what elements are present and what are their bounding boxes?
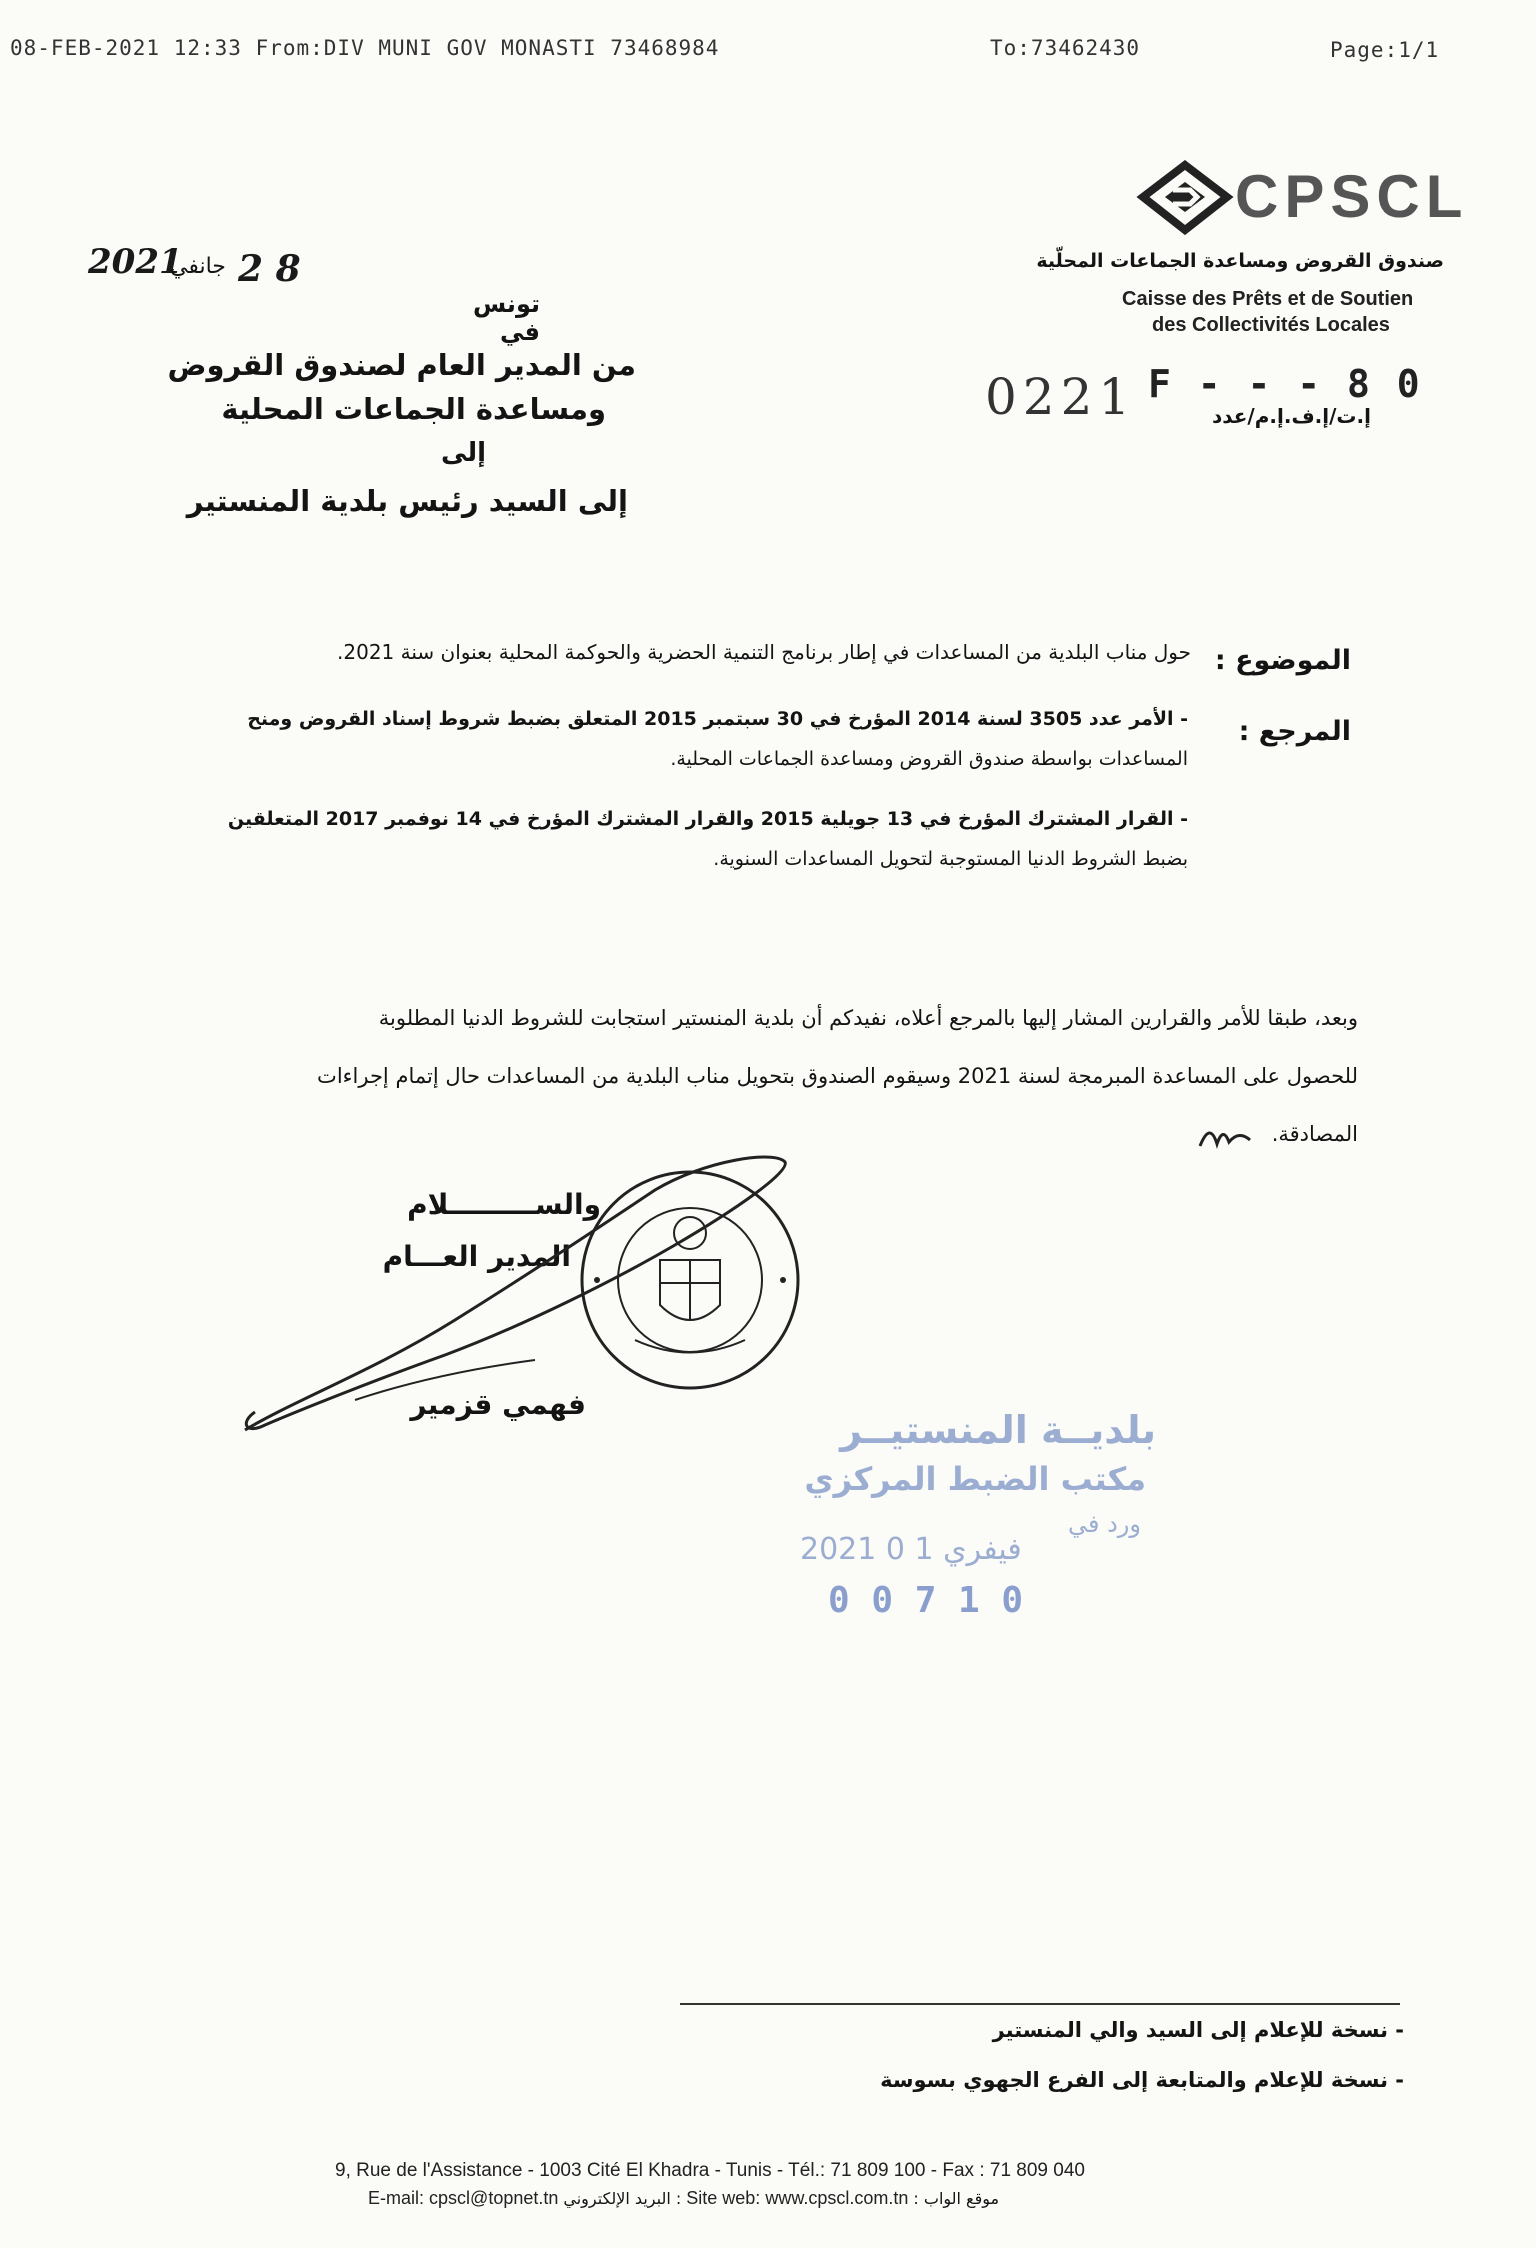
fax-header-left: 08-FEB-2021 12:33 From:DIV MUNI GOV MONASTI 73468984 — [10, 36, 720, 60]
letterhead-arabic-name: صندوق القروض ومساعدة الجماعات المحلّية — [1036, 250, 1444, 272]
reference-item-2-line-1: - القرار المشترك المؤرخ في 13 جويلية 2015 والقرار المشترك المؤرخ في 14 نوفمبر 2017 المتعلقين — [227, 808, 1188, 830]
signatory-name: فهمي قزمير — [410, 1388, 586, 1421]
letterhead-french-name-2: des Collectivités Locales — [1152, 314, 1390, 336]
received-stamp-arrived: ورد في — [1068, 1510, 1141, 1538]
cpscl-logo-text: CPSCL — [1235, 163, 1469, 230]
copy-line-1: - نسخة للإعلام إلى السيد والي المنستير — [992, 2018, 1404, 2042]
received-stamp-office: مكتب الضبط المركزي — [804, 1460, 1146, 1498]
fax-header-recipient: To:73462430 — [990, 36, 1141, 60]
to-word: إلى — [441, 438, 486, 468]
reference-item-1-line-1: - الأمر عدد 3505 لسنة 2014 المؤرخ في 30 سبتمبر 2015 المتعلق بضبط شروط إسناد القروض ومنح — [247, 708, 1188, 730]
subject-text: حول مناب البلدية من المساعدات في إطار برنامج التنمية الحضرية والحوكمة المحلية بعنوان سنة 2021. — [337, 640, 1191, 664]
footer-address: 9, Rue de l'Assistance - 1003 Cité El Khadra - Tunis - Tél.: 71 809 100 - Fax : 71 809 040 — [335, 2160, 1085, 2181]
closing-title: المدير العـــام — [382, 1240, 571, 1273]
closing-salutation: والســـــــــلام — [407, 1188, 601, 1221]
reference-label: المرجع : — [1238, 716, 1351, 747]
reference-item-2-line-2: بضبط الشروط الدنيا المستوجبة لتحويل المساعدات السنوية. — [713, 848, 1188, 870]
date-month: جانفي — [170, 254, 226, 279]
body-line-1: وبعد، طبقا للأمر والقرارين المشار إليها بالمرجع أعلاه، نفيدكم أن بلدية المنستير استجابت للشروط الدنيا المطلوبة — [378, 1006, 1358, 1030]
received-stamp-municipality: بلديــة المنستيــر — [840, 1408, 1156, 1452]
copy-line-2: - نسخة للإعلام والمتابعة إلى الفرع الجهوي بسوسة — [880, 2068, 1404, 2092]
footer-site[interactable]: www.cpscl.com.tn — [765, 2188, 909, 2208]
body-line-2: للحصول على المساعدة المبرمجة لسنة 2021 وسيقوم الصندوق بتحويل مناب البلدية من المساعدات حال إتمام إجراءات — [317, 1064, 1358, 1088]
cpscl-logo-icon — [1135, 160, 1235, 235]
reference-handwritten-number: 0221 — [985, 368, 1137, 426]
reference-item-1-line-2: المساعدات بواسطة صندوق القروض ومساعدة الجماعات المحلية. — [670, 748, 1188, 770]
date-day: 2 8 — [238, 248, 301, 290]
body-line-3: المصادقة. — [1271, 1122, 1358, 1146]
reference-stamped-number: F - - - 8 0 — [1148, 362, 1422, 406]
letterhead-french-name-1: Caisse des Prêts et de Soutien — [1122, 288, 1414, 310]
subject-label: الموضوع : — [1214, 645, 1351, 676]
initials-signature-icon — [1195, 1116, 1255, 1160]
fax-header-page: Page:1/1 — [1330, 38, 1440, 62]
footer-contact-line — [368, 2188, 999, 2209]
footer-site-label-ar: : موقع الواب — [913, 2189, 1000, 2208]
footer-email[interactable]: cpscl@topnet.tn — [429, 2188, 559, 2208]
official-seal-icon — [575, 1165, 805, 1399]
copies-divider — [680, 2003, 1400, 2005]
footer-site-label: Site web: — [686, 2188, 761, 2208]
footer-email-label: E-mail: — [368, 2188, 425, 2208]
sender-line-1: من المدير العام لصندوق القروض — [167, 348, 636, 382]
date-year: 2021 — [88, 242, 183, 282]
recipient-line: إلى السيد رئيس بلدية المنستير — [186, 484, 628, 518]
received-stamp-date: 2021 فيفري 1 0 — [800, 1532, 1022, 1567]
date-place: تونس في — [473, 290, 540, 346]
received-stamp-number: 0 0 7 1 0 — [828, 1580, 1024, 1621]
reference-number-label: إ.ت/إ.ف.إ.م/عدد — [1211, 404, 1371, 428]
footer-email-label-ar: البريد الإلكتروني : — [563, 2189, 682, 2208]
sender-line-2: ومساعدة الجماعات المحلية — [221, 392, 606, 426]
